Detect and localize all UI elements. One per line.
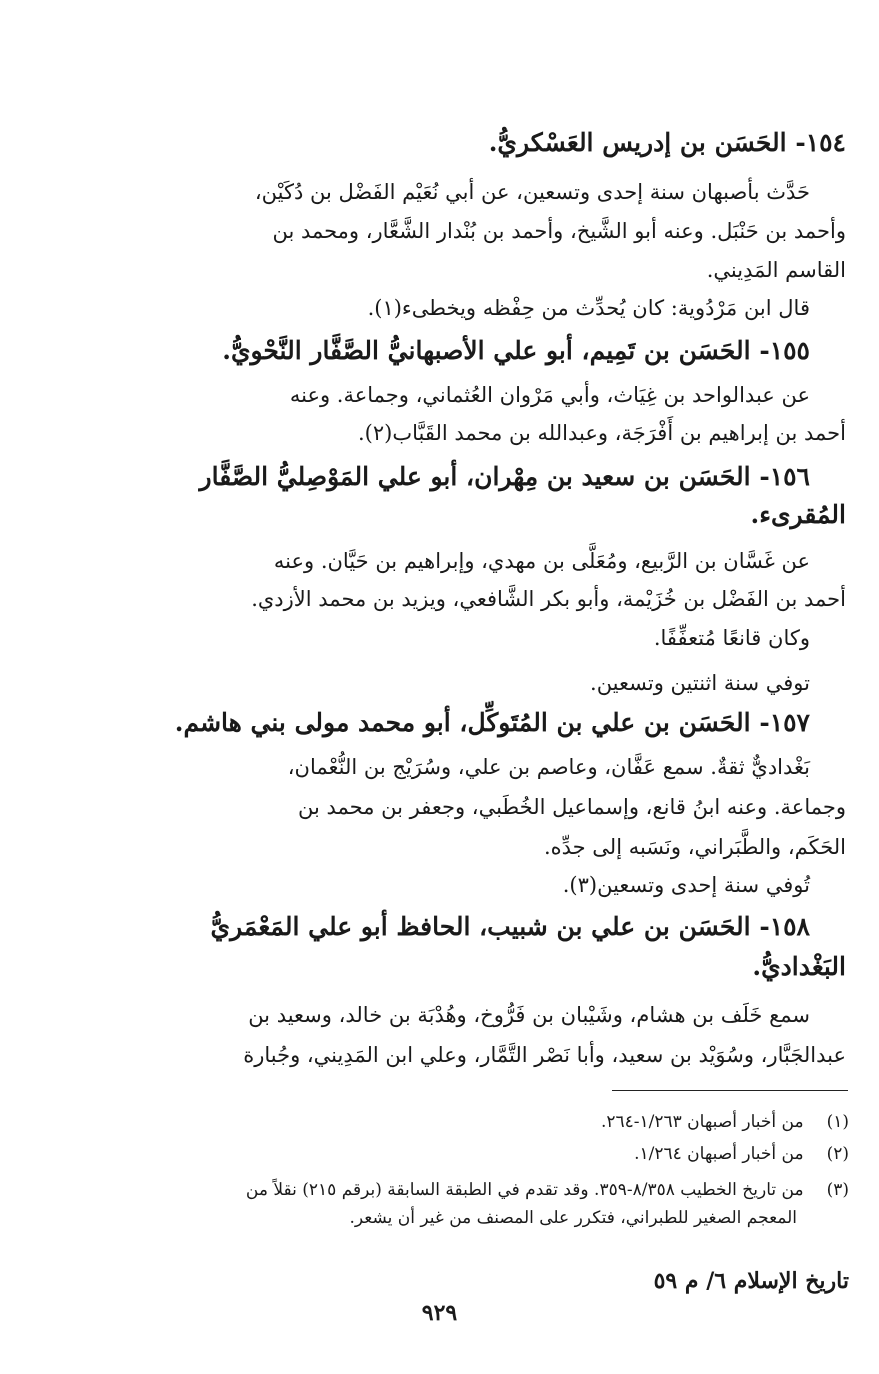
- page-number: ٩٢٩: [421, 1300, 458, 1326]
- footnote-text: من أخبار أصبهان ١/٢٦٤.: [634, 1144, 804, 1164]
- footnote-text: من أخبار أصبهان ١/٢٦٣-٢٦٤.: [600, 1112, 804, 1132]
- entry-heading-156: ١٥٦- الحَسَن بن سعيد بن مِهْران، أبو علي المَوْصِليُّ الصَّفَّار: [199, 462, 810, 491]
- footnote-number: (٢): [826, 1144, 849, 1164]
- text-line: بَغْداديٌّ ثقةٌ. سمع عَفَّان، وعاصم بن علي، وسُرَيْج بن النُّعْمان،: [287, 755, 810, 779]
- text-line: تُوفي سنة إحدى وتسعين(٣).: [562, 873, 810, 897]
- text-line: حَدَّث بأصبهان سنة إحدى وتسعين، عن أبي نُعَيْم الفَضْل بن دُكَيْن،: [254, 180, 810, 204]
- text-line: أحمد بن إبراهيم بن أَفْرَجَة، وعبدالله بن محمد القَبَّاب(٢).: [358, 421, 846, 445]
- text-line: أحمد بن الفَضْل بن خُزَيْمة، وأبو بكر الشَّافعي، ويزيد بن محمد الأزدي.: [251, 587, 846, 611]
- text-line: وكان قانعًا مُتعفِّفًا.: [653, 626, 810, 650]
- footnote-1: [129, 1110, 849, 1134]
- text-line: عبدالجَبَّار، وسُوَيْد بن سعيد، وأبا نَصْر التَّمَّار، وعلي ابن المَدِيني، وجُبارة: [243, 1043, 846, 1067]
- footnote-number: (٣): [826, 1180, 849, 1200]
- text-line: سمع خَلَف بن هشام، وشَيْبان بن فَرُّوخ، وهُدْبَة بن خالد، وسعيد بن: [248, 1003, 810, 1027]
- running-title: تاريخ الإسلام ٦/ م ٥٩: [653, 1268, 849, 1294]
- text-line: القاسم المَدِيني.: [706, 258, 846, 282]
- entry-heading-155: ١٥٥- الحَسَن بن تَمِيم، أبو علي الأصبهانيُّ الصَّفَّار النَّحْويُّ.: [222, 336, 810, 365]
- text-line: عن غَسَّان بن الرَّبيع، ومُعَلَّى بن مهدي، وإبراهيم بن حَيَّان. وعنه: [273, 549, 810, 573]
- text-line: وجماعة. وعنه ابنُ قانع، وإسماعيل الخُطَبي، وجعفر بن محمد بن: [298, 795, 846, 819]
- entry-heading-158: ١٥٨- الحَسَن بن علي بن شبيب، الحافظ أبو علي المَعْمَريُّ: [210, 912, 810, 941]
- text-line: توفي سنة اثنتين وتسعين.: [590, 671, 810, 695]
- text-line: عن عبدالواحد بن غِيَاث، وأبي مَرْوان العُثماني، وجماعة. وعنه: [289, 383, 810, 407]
- text-line: وأحمد بن حَنْبَل. وعنه أبو الشَّيخ، وأحمد بن بُنْدار الشَّعَّار، ومحمد بن: [272, 219, 846, 243]
- footnote-divider: [612, 1090, 848, 1091]
- entry-heading-157: ١٥٧- الحَسَن بن علي بن المُتَوكِّل، أبو محمد مولى بني هاشم.: [174, 708, 810, 737]
- entry-heading-158-cont: البَغْداديُّ.: [752, 952, 846, 981]
- footnote-3: [129, 1178, 849, 1202]
- entry-heading-156-cont: المُقرىء.: [750, 500, 846, 529]
- text-line: الحَكَم، والطَّبَراني، ونَسَبه إلى جدِّه.: [543, 835, 846, 859]
- footnote-3-cont: المعجم الصغير للطبراني، فتكرر على المصنف من غير أن يشعر.: [349, 1208, 797, 1228]
- footnote-2: [129, 1142, 849, 1166]
- entry-heading-154: ١٥٤- الحَسَن بن إدريس العَسْكريُّ.: [488, 128, 846, 157]
- text-line: قال ابن مَرْدُوية: كان يُحدِّث من حِفْظه ويخطىء(١).: [367, 296, 810, 320]
- footnote-text: من تاريخ الخطيب ٨/٣٥٨-٣٥٩. وقد تقدم في الطبقة السابقة (برقم ٢١٥) نقلاً من: [245, 1180, 804, 1200]
- footnote-number: (١): [826, 1112, 849, 1132]
